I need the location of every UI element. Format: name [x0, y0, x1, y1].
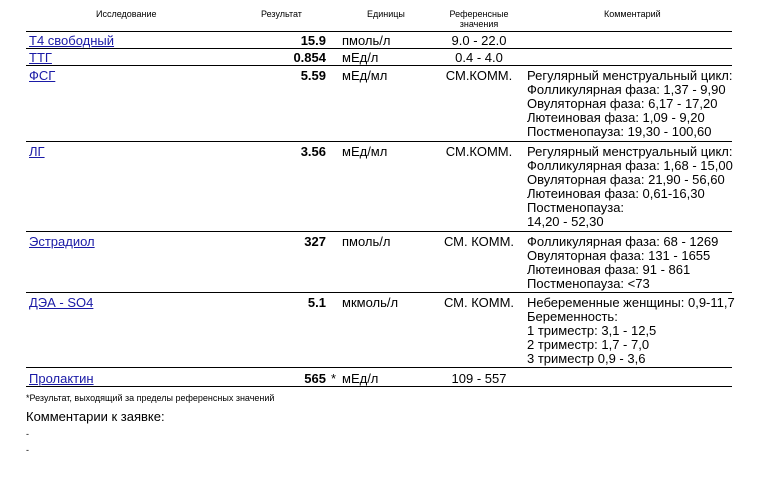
comment-line: Лютеиновая фаза: 0,61-16,30 — [527, 186, 705, 201]
result-value: 5.59 — [300, 68, 326, 83]
comment-dash: - — [26, 429, 29, 439]
test-link-dhea-so4[interactable]: ДЭА - SO4 — [29, 295, 94, 310]
comment-line: 3 триместр 0,9 - 3,6 — [527, 351, 646, 366]
unit-value: пмоль/л — [342, 33, 391, 48]
unit-value: мЕд/мл — [342, 68, 388, 83]
test-link-estradiol[interactable]: Эстрадиол — [29, 234, 95, 249]
row-divider — [26, 386, 732, 387]
result-value: 15.9 — [300, 33, 326, 48]
row-divider — [26, 65, 732, 66]
comment-dash: - — [26, 445, 29, 455]
test-link-fsg[interactable]: ФСГ — [29, 68, 56, 83]
comment-line: 2 триместр: 1,7 - 7,0 — [527, 337, 650, 352]
comment-line: Овуляторная фаза: 131 - 1655 — [527, 248, 711, 263]
unit-value: пмоль/л — [342, 234, 391, 249]
header-reference-line2: значения — [459, 19, 499, 29]
comment-line: Небеременные женщины: 0,9-11,7 — [527, 295, 735, 310]
header-reference-line1: Референсные — [449, 9, 509, 19]
row-divider — [26, 231, 732, 232]
test-link-ttg[interactable]: ТТГ — [29, 50, 52, 65]
comment-line: Регулярный менструальный цикл: — [527, 68, 733, 83]
row-divider — [26, 48, 732, 49]
result-value: 0.854 — [293, 50, 326, 65]
comment-block — [527, 296, 735, 366]
comment-block — [527, 69, 733, 139]
comments-title: Комментарии к заявке: — [26, 409, 165, 424]
comment-line: Регулярный менструальный цикл: — [527, 144, 733, 159]
reference-value: СМ.КОММ. — [445, 68, 513, 83]
comment-line: Овуляторная фаза: 6,17 - 17,20 — [527, 96, 718, 111]
row-divider — [26, 141, 732, 142]
comment-line: Фолликулярная фаза: 1,68 - 15,00 — [527, 158, 733, 173]
unit-value: мкмоль/л — [342, 295, 399, 310]
comment-line: Овуляторная фаза: 21,90 - 56,60 — [527, 172, 725, 187]
comment-line: Фолликулярная фаза: 1,37 - 9,90 — [527, 82, 726, 97]
test-link-t4[interactable]: Т4 свободный — [29, 33, 115, 48]
result-flag: * — [331, 371, 337, 386]
comment-line: Лютеиновая фаза: 1,09 - 9,20 — [527, 110, 705, 125]
comment-block — [527, 235, 718, 291]
result-value: 5.1 — [307, 295, 326, 310]
result-value: 327 — [304, 234, 326, 249]
reference-value: 9.0 - 22.0 — [451, 33, 507, 48]
footnote: *Результат, выходящий за пределы референсных значений — [26, 393, 275, 403]
unit-value: мЕд/мл — [342, 144, 388, 159]
header-comment: Комментарий — [604, 9, 661, 19]
row-divider — [26, 292, 732, 293]
comment-block — [527, 145, 733, 229]
result-value: 565 — [304, 371, 326, 386]
row-divider — [26, 367, 732, 368]
test-link-lg[interactable]: ЛГ — [29, 144, 45, 159]
unit-value: мЕд/л — [342, 371, 379, 386]
row-divider — [26, 31, 732, 32]
reference-value: СМ.КОММ. — [445, 144, 513, 159]
comment-line: 1 триместр: 3,1 - 12,5 — [527, 323, 657, 338]
reference-value: СМ. КОММ. — [443, 234, 515, 249]
header-test: Исследование — [96, 9, 157, 19]
header-result: Результат — [261, 9, 302, 19]
header-reference — [449, 9, 509, 29]
test-link-prolactin[interactable]: Пролактин — [29, 371, 94, 386]
result-value: 3.56 — [300, 144, 326, 159]
unit-value: мЕд/л — [342, 50, 379, 65]
reference-value: 109 - 557 — [451, 371, 507, 386]
reference-value: СМ. КОММ. — [443, 295, 515, 310]
comment-line: Постменопауза: — [527, 200, 625, 215]
comment-line: Лютеиновая фаза: 91 - 861 — [527, 262, 691, 277]
comment-line: 14,20 - 52,30 — [527, 214, 604, 229]
header-units: Единицы — [367, 9, 405, 19]
comment-line: Беременность: — [527, 309, 618, 324]
comment-line: Постменопауза: <73 — [527, 276, 650, 291]
reference-value: 0.4 - 4.0 — [455, 50, 503, 65]
comment-line: Постменопауза: 19,30 - 100,60 — [527, 124, 712, 139]
comment-line: Фолликулярная фаза: 68 - 1269 — [527, 234, 719, 249]
